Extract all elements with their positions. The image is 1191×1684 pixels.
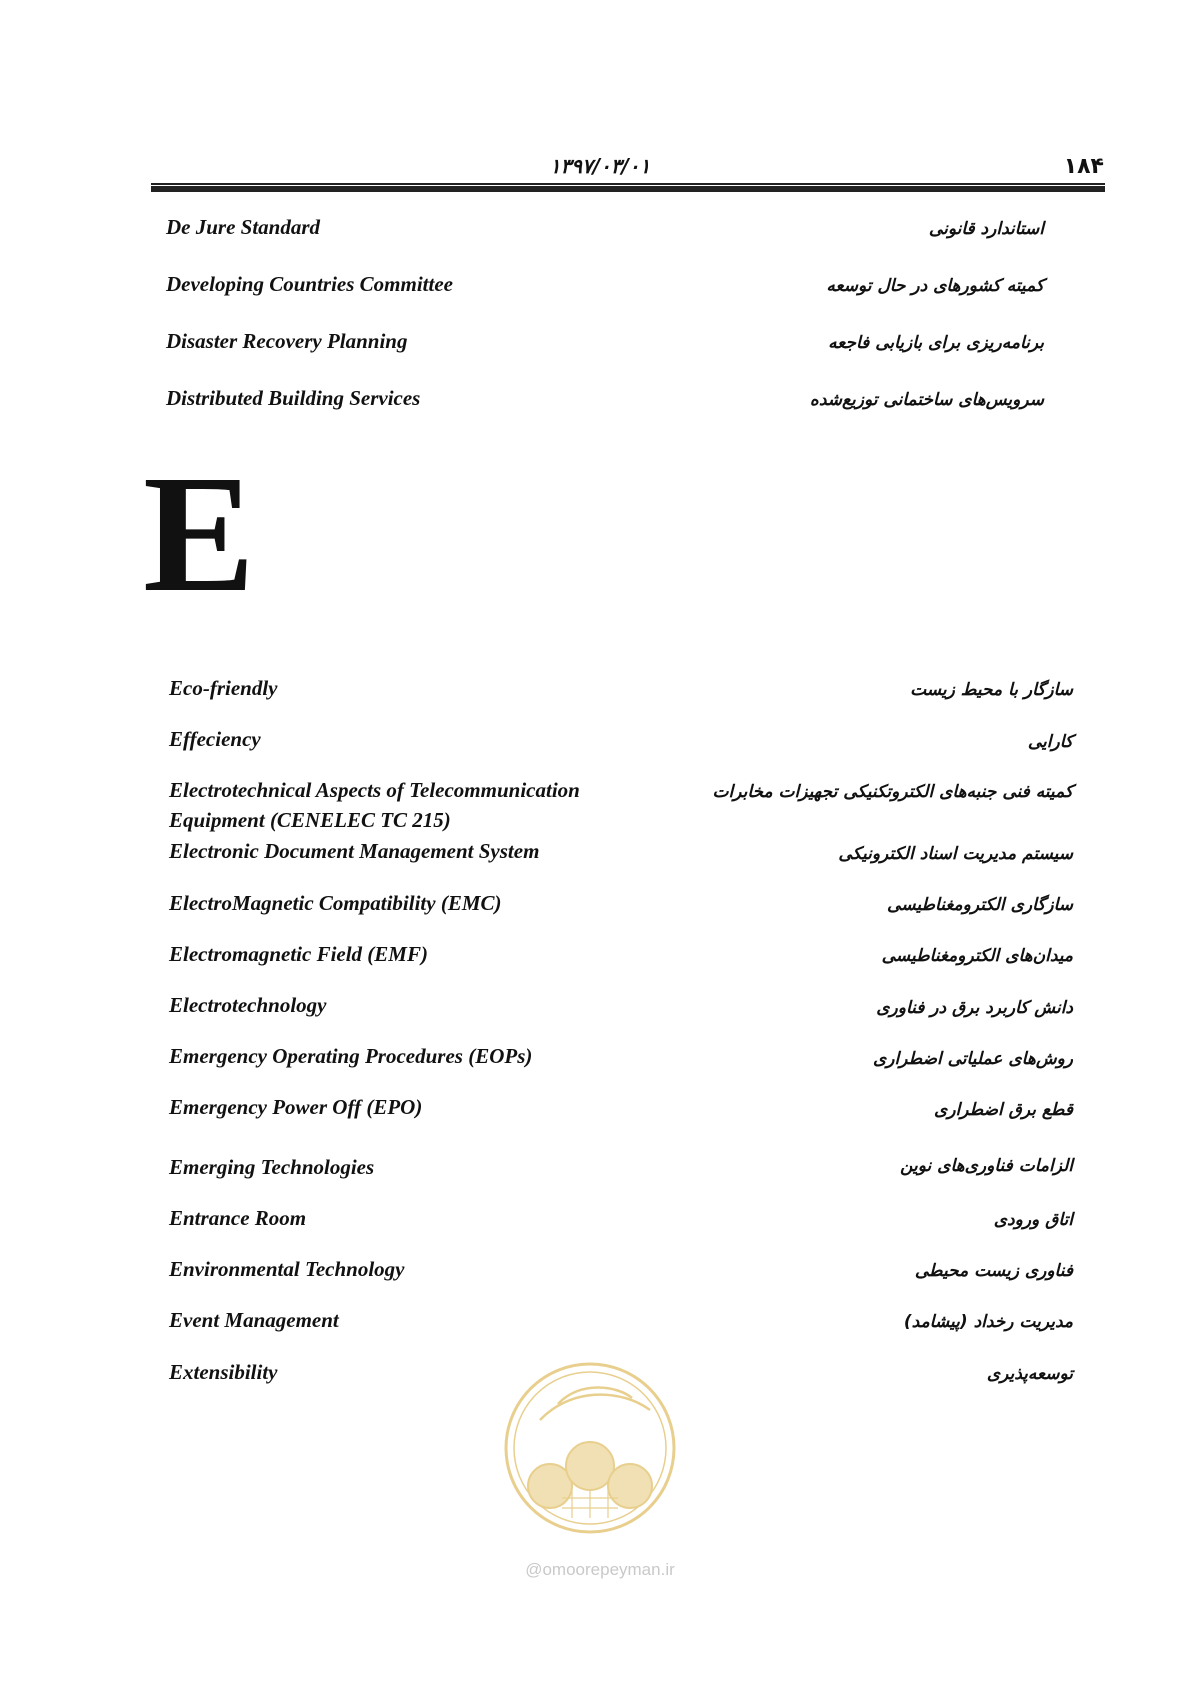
term-english: Emergency Operating Procedures (EOPs)	[169, 1044, 533, 1068]
term-english: Entrance Room	[169, 1206, 307, 1230]
term-english: Electromagnetic Field (EMF)	[169, 942, 428, 966]
term-english-continued: Equipment (CENELEC TC 215)	[169, 808, 451, 832]
term-persian: کارایی	[1027, 732, 1073, 752]
term-english: Environmental Technology	[169, 1257, 405, 1281]
term-persian: استاندارد قانونی	[928, 219, 1044, 239]
seal-logo-icon	[500, 1358, 680, 1538]
term-english: ElectroMagnetic Compatibility (EMC)	[169, 891, 502, 915]
term-english: Electronic Document Management System	[169, 839, 540, 863]
term-english: Emerging Technologies	[169, 1155, 375, 1179]
term-english: Emergency Power Off (EPO)	[169, 1095, 423, 1119]
header-date: ۱۳۹۷/۰۳/۰۱	[549, 154, 651, 178]
term-english: Developing Countries Committee	[166, 272, 453, 296]
header-rule-thick	[151, 186, 1105, 192]
term-english: Distributed Building Services	[166, 386, 421, 410]
term-persian: کمیته فنی جنبه‌های الکتروتکنیکی تجهیزات مخابرات	[712, 782, 1073, 802]
term-english: De Jure Standard	[166, 215, 321, 239]
term-persian: اتاق ورودی	[993, 1210, 1073, 1230]
term-persian: فناوری زیست محیطی	[914, 1261, 1073, 1281]
term-persian: کمیته کشورهای در حال توسعه	[826, 276, 1044, 296]
term-persian: توسعه‌پذیری	[986, 1364, 1073, 1384]
term-english: Electrotechnical Aspects of Telecommunication	[169, 778, 580, 802]
term-persian: مدیریت رخداد (پیشامد)	[903, 1312, 1073, 1332]
term-persian: قطع برق اضطراری	[934, 1100, 1073, 1120]
term-english: Event Management	[169, 1308, 339, 1332]
term-persian: برنامه‌ریزی برای بازیابی فاجعه	[828, 333, 1044, 353]
header-rule-thin	[151, 183, 1105, 185]
term-english: Electrotechnology	[169, 993, 327, 1017]
term-persian: سازگار با محیط زیست	[910, 680, 1073, 700]
term-english: Disaster Recovery Planning	[166, 329, 408, 353]
section-letter: E	[143, 441, 256, 627]
term-english: Effeciency	[169, 727, 261, 751]
watermark-url: @omoorepeyman.ir	[525, 1560, 675, 1579]
term-english: Extensibility	[169, 1360, 278, 1384]
term-english: Eco-friendly	[169, 676, 278, 700]
term-persian: الزامات فناوری‌های نوین	[900, 1156, 1073, 1176]
term-persian: سیستم مدیریت اسناد الکترونیکی	[838, 844, 1073, 864]
page-number: ۱۸۴	[1063, 154, 1104, 179]
term-persian: میدان‌های الکترومغناطیسی	[881, 946, 1073, 966]
term-persian: دانش کاربرد برق در فناوری	[876, 998, 1073, 1018]
term-persian: سازگاری الکترومغناطیسی	[887, 895, 1073, 915]
term-persian: روش‌های عملیاتی اضطراری	[873, 1049, 1073, 1069]
term-persian: سرویس‌های ساختمانی توزیع‌شده	[809, 390, 1044, 410]
